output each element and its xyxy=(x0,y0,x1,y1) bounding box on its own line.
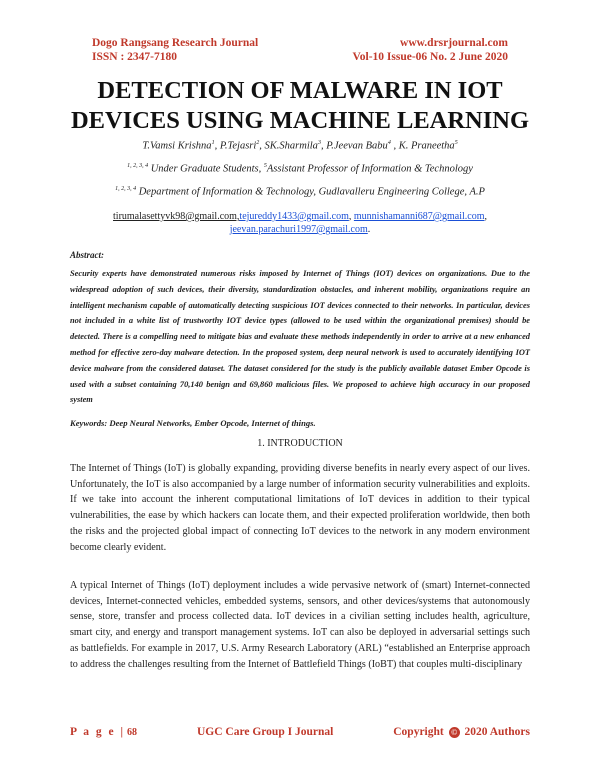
author-sup: 2 xyxy=(256,140,260,146)
email-separator: , xyxy=(348,211,354,222)
author-sup: 3 xyxy=(317,140,321,146)
section-heading: 1. INTRODUCTION xyxy=(257,438,343,449)
copyright xyxy=(393,726,530,738)
page-indicator xyxy=(70,726,137,738)
keywords: Keywords: Deep Neural Networks, Ember Opcode, Internet of things. xyxy=(70,418,316,428)
email-link[interactable]: munnishamanni687@gmail.com xyxy=(353,211,485,222)
affiliation-roles xyxy=(40,163,560,175)
abstract-heading: Abstract: xyxy=(70,250,105,260)
affil-text: Department of Information & Technology, Gudlavalleru Engineering College, A.P xyxy=(138,186,485,198)
email-end: . xyxy=(367,224,371,235)
journal-website[interactable]: www.drsrjournal.com xyxy=(400,37,508,49)
page-number: 68 xyxy=(127,727,138,738)
author-sup: 5 xyxy=(454,140,458,146)
author-list: T.Vamsi Krishna$^1$, P.Tejasri$^2$, SK.Sharmila$^3$, P.Jeevan Babu$^4$ , K. Praneetha$^5$ xyxy=(142,140,458,152)
page-header xyxy=(92,36,508,64)
affil-sup: 1, 2, 3, 4 xyxy=(127,163,149,169)
body-paragraph: The Internet of Things (IoT) is globally expanding, providing diverse benefits in nearly every aspect of our lives. Unfortunately, the IoT is also accompanied by a large number of information security vulnerabilities and exploits. If we take into account the inherent computational limitations of IoT devices in addition to their typical vulnerabilities, the ease by which hackers can locate them, and their expected proliferation worldwide, then both the risks and the projected global impact of connecting IoT devices to the network in any modern environment become clearly evident. xyxy=(70,463,530,553)
copyright-icon: © xyxy=(449,727,460,738)
author-name: T.Vamsi Krishna xyxy=(142,140,212,152)
affil-text: Under Graduate Students, xyxy=(150,163,262,175)
journal-name: Dogo Rangsang Research Journal xyxy=(92,37,259,49)
copyright-tail: 2020 Authors xyxy=(464,726,530,738)
author-sup: 1 xyxy=(211,140,215,146)
affil-sup: 1, 2, 3, 4 xyxy=(115,186,137,192)
affiliation-department xyxy=(40,186,560,198)
page-footer xyxy=(70,726,530,738)
abstract-body: Security experts have demonstrated numerous risks imposed by Internet of Things (IOT) devices on organizations. Due to the widespread adoption of such devices, their diversity, standardization obstacles, and inherent mobility, organizations require an intelligent mechanism capable of automatically detecting suspicious IOT devices connected to their networks. In particular, devices not included in a white list of trustworthy IOT device types (allowed to be used within the organizational premises) should be detected. There is a compelling need to mitigate bias and evaluate these methods independently in order to arrive at a new enhanced method for effective zero-day malware detection. In the proposed system, deep neural network is used to accurately identifying IOT device malware from the considered dataset. The dataset considered for the study is the publicly available dataset Ember Opcode is used with a subset containing 70,140 benign and 69,860 malicious files. We proposed to achieve high accuracy in our proposed system xyxy=(70,269,530,405)
affil-sup: 5 xyxy=(263,163,267,169)
title-line-1: DETECTION OF MALWARE IN IOT xyxy=(97,77,503,104)
author-name: SK.Sharmila xyxy=(264,140,318,152)
author-name: P.Tejasri xyxy=(219,140,257,152)
copyright-label: Copyright xyxy=(393,726,444,738)
affil-text: Assistant Professor of Information & Technology xyxy=(266,163,473,175)
page-label: P a g e | xyxy=(70,726,126,738)
email-separator: , xyxy=(484,211,487,222)
body-paragraph: A typical Internet of Things (IoT) deployment includes a wide pervasive network of (smart) Internet-connected devices, Internet-connected vehicles, embedded systems, sensors, and other devices/systems that autonomously sense, store, transfer and process collected data. IoT devices in a civilian setting includes health, agriculture, smart city, and energy and transport management systems. IoT can also be deployed in adversarial settings such as battlefields. For example in 2017, U.S. Army Research Laboratory (ARL) “established an Enterprise approach to address the challenges resulting from the Internet of Battlefield Things (IoBT) that couples multi-disciplinary xyxy=(70,580,530,670)
author-sup: 4 xyxy=(387,140,391,146)
email-link[interactable]: jeevan.parachuri1997@gmail.com xyxy=(229,224,368,235)
volume-issue: Vol-10 Issue-06 No. 2 June 2020 xyxy=(352,51,508,63)
author-emails xyxy=(70,210,530,236)
author-name: K. Praneetha xyxy=(398,140,455,152)
title-line-2: DEVICES USING MACHINE LEARNING xyxy=(70,107,530,134)
paper-title xyxy=(60,76,540,136)
issn: ISSN : 2347-7180 xyxy=(92,51,177,63)
journal-group: UGC Care Group I Journal xyxy=(196,726,334,738)
author-name: P.Jeevan Babu xyxy=(326,140,388,152)
email-link[interactable]: tirumalasettyvk98@gmail.com, xyxy=(113,211,240,222)
email-link[interactable]: tejureddy1433@gmail.com xyxy=(239,211,349,222)
